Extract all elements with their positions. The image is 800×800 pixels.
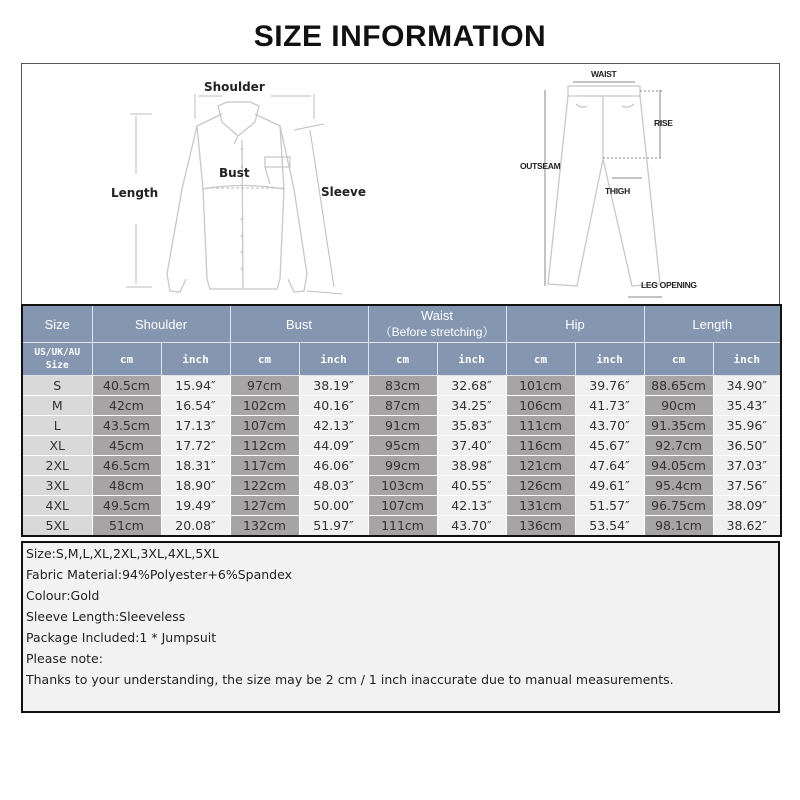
length-inch-cell: 36.50″ bbox=[713, 436, 781, 456]
bust-cm-cell: 97cm bbox=[230, 376, 299, 396]
length-inch-cell: 37.03″ bbox=[713, 456, 781, 476]
hip-cm-cell: 106cm bbox=[506, 396, 575, 416]
region-size-header bbox=[22, 343, 92, 376]
length-inch-cell: 38.62″ bbox=[713, 516, 781, 537]
region-size-label: Size bbox=[45, 360, 69, 371]
shoulder-cm-cell: 42cm bbox=[92, 396, 161, 416]
waist-label: WAIST bbox=[591, 69, 617, 79]
table-row bbox=[22, 516, 781, 537]
length-cm-cell: 88.65cm bbox=[644, 376, 713, 396]
waist-header bbox=[368, 305, 506, 343]
bust-inch-cell: 44.09″ bbox=[299, 436, 368, 456]
unit-inch-header: inch bbox=[713, 343, 781, 376]
bust-cm-cell: 122cm bbox=[230, 476, 299, 496]
unit-inch-header: inch bbox=[299, 343, 368, 376]
sleeve-label: Sleeve bbox=[321, 185, 366, 199]
hip-cm-cell: 101cm bbox=[506, 376, 575, 396]
waist-cm-cell: 111cm bbox=[368, 516, 437, 537]
shoulder-cm-cell: 49.5cm bbox=[92, 496, 161, 516]
shoulder-cm-cell: 40.5cm bbox=[92, 376, 161, 396]
length-inch-cell: 35.96″ bbox=[713, 416, 781, 436]
table-row bbox=[22, 396, 781, 416]
bust-cm-cell: 107cm bbox=[230, 416, 299, 436]
unit-inch-header: inch bbox=[161, 343, 230, 376]
shoulder-inch-cell: 17.13″ bbox=[161, 416, 230, 436]
note-please-note: Please note: bbox=[26, 651, 103, 666]
unit-header-row bbox=[22, 343, 781, 376]
region-label: US/UK/AU bbox=[34, 347, 81, 358]
waist-cm-cell: 95cm bbox=[368, 436, 437, 456]
waist-inch-cell: 38.98″ bbox=[437, 456, 506, 476]
shoulder-header: Shoulder bbox=[92, 305, 230, 343]
bust-inch-cell: 42.13″ bbox=[299, 416, 368, 436]
waist-inch-cell: 34.25″ bbox=[437, 396, 506, 416]
waist-inch-cell: 35.83″ bbox=[437, 416, 506, 436]
note-sleeve-length: Sleeve Length:Sleeveless bbox=[26, 609, 186, 624]
hip-inch-cell: 51.57″ bbox=[575, 496, 644, 516]
length-cm-cell: 95.4cm bbox=[644, 476, 713, 496]
unit-cm-header: cm bbox=[368, 343, 437, 376]
pants-outline-icon bbox=[400, 64, 778, 304]
size-cell: XL bbox=[22, 436, 92, 456]
waist-cm-cell: 107cm bbox=[368, 496, 437, 516]
table-row bbox=[22, 436, 781, 456]
unit-cm-header: cm bbox=[506, 343, 575, 376]
bust-header: Bust bbox=[230, 305, 368, 343]
waist-header-label: Waist bbox=[421, 308, 454, 323]
leg-opening-label: LEG OPENING bbox=[641, 280, 697, 290]
pants-diagram bbox=[400, 64, 778, 304]
size-cell: 5XL bbox=[22, 516, 92, 537]
waist-cm-cell: 91cm bbox=[368, 416, 437, 436]
hip-cm-cell: 111cm bbox=[506, 416, 575, 436]
bust-inch-cell: 46.06″ bbox=[299, 456, 368, 476]
length-cm-cell: 96.75cm bbox=[644, 496, 713, 516]
unit-cm-header: cm bbox=[92, 343, 161, 376]
shoulder-cm-cell: 43.5cm bbox=[92, 416, 161, 436]
unit-inch-header: inch bbox=[575, 343, 644, 376]
shoulder-inch-cell: 20.08″ bbox=[161, 516, 230, 537]
outseam-label: OUTSEAM bbox=[520, 161, 561, 171]
bust-label: Bust bbox=[219, 166, 250, 180]
note-accuracy-disclaimer: Thanks to your understanding, the size may be 2 cm / 1 inch inaccurate due to manual measurements. bbox=[26, 672, 674, 687]
bust-inch-cell: 40.16″ bbox=[299, 396, 368, 416]
bust-cm-cell: 112cm bbox=[230, 436, 299, 456]
hip-header: Hip bbox=[506, 305, 644, 343]
length-inch-cell: 37.56″ bbox=[713, 476, 781, 496]
hip-cm-cell: 116cm bbox=[506, 436, 575, 456]
unit-inch-header: inch bbox=[437, 343, 506, 376]
waist-header-note: （Before stretching） bbox=[379, 325, 495, 339]
bust-inch-cell: 48.03″ bbox=[299, 476, 368, 496]
table-row bbox=[22, 456, 781, 476]
shirt-diagram bbox=[22, 64, 400, 304]
size-header: Size bbox=[22, 305, 92, 343]
size-cell: 4XL bbox=[22, 496, 92, 516]
shoulder-label: Shoulder bbox=[204, 80, 265, 94]
length-cm-cell: 91.35cm bbox=[644, 416, 713, 436]
length-cm-cell: 90cm bbox=[644, 396, 713, 416]
waist-inch-cell: 32.68″ bbox=[437, 376, 506, 396]
length-cm-cell: 98.1cm bbox=[644, 516, 713, 537]
length-cm-cell: 94.05cm bbox=[644, 456, 713, 476]
size-cell: M bbox=[22, 396, 92, 416]
length-inch-cell: 35.43″ bbox=[713, 396, 781, 416]
note-colour: Colour:Gold bbox=[26, 588, 100, 603]
thigh-label: THIGH bbox=[605, 186, 630, 196]
shoulder-inch-cell: 19.49″ bbox=[161, 496, 230, 516]
hip-cm-cell: 136cm bbox=[506, 516, 575, 537]
hip-inch-cell: 49.61″ bbox=[575, 476, 644, 496]
length-inch-cell: 34.90″ bbox=[713, 376, 781, 396]
shoulder-cm-cell: 45cm bbox=[92, 436, 161, 456]
shirt-outline-icon bbox=[22, 64, 400, 304]
shoulder-cm-cell: 48cm bbox=[92, 476, 161, 496]
shoulder-cm-cell: 51cm bbox=[92, 516, 161, 537]
waist-cm-cell: 103cm bbox=[368, 476, 437, 496]
shoulder-inch-cell: 18.31″ bbox=[161, 456, 230, 476]
bust-cm-cell: 117cm bbox=[230, 456, 299, 476]
product-notes bbox=[21, 541, 780, 713]
hip-inch-cell: 39.76″ bbox=[575, 376, 644, 396]
group-header-row bbox=[22, 305, 781, 343]
length-header: Length bbox=[644, 305, 781, 343]
waist-inch-cell: 43.70″ bbox=[437, 516, 506, 537]
rise-label: RISE bbox=[654, 118, 673, 128]
size-cell: L bbox=[22, 416, 92, 436]
hip-inch-cell: 47.64″ bbox=[575, 456, 644, 476]
waist-cm-cell: 99cm bbox=[368, 456, 437, 476]
table-row bbox=[22, 416, 781, 436]
size-cell: S bbox=[22, 376, 92, 396]
unit-cm-header: cm bbox=[230, 343, 299, 376]
waist-cm-cell: 83cm bbox=[368, 376, 437, 396]
note-package: Package Included:1 * Jumpsuit bbox=[26, 630, 217, 645]
note-fabric: Fabric Material:94%Polyester+6%Spandex bbox=[26, 567, 292, 582]
hip-cm-cell: 131cm bbox=[506, 496, 575, 516]
hip-inch-cell: 43.70″ bbox=[575, 416, 644, 436]
page-title: SIZE INFORMATION bbox=[253, 20, 547, 53]
shoulder-cm-cell: 46.5cm bbox=[92, 456, 161, 476]
bust-cm-cell: 132cm bbox=[230, 516, 299, 537]
note-sizes: Size:S,M,L,XL,2XL,3XL,4XL,5XL bbox=[26, 546, 219, 561]
shoulder-inch-cell: 15.94″ bbox=[161, 376, 230, 396]
size-cell: 2XL bbox=[22, 456, 92, 476]
measurement-diagrams bbox=[21, 63, 780, 304]
waist-inch-cell: 42.13″ bbox=[437, 496, 506, 516]
waist-inch-cell: 37.40″ bbox=[437, 436, 506, 456]
bust-inch-cell: 50.00″ bbox=[299, 496, 368, 516]
bust-inch-cell: 51.97″ bbox=[299, 516, 368, 537]
size-chart-table bbox=[21, 304, 782, 537]
hip-cm-cell: 121cm bbox=[506, 456, 575, 476]
hip-inch-cell: 41.73″ bbox=[575, 396, 644, 416]
bust-cm-cell: 127cm bbox=[230, 496, 299, 516]
length-label: Length bbox=[111, 186, 159, 200]
table-row bbox=[22, 376, 781, 396]
table-row bbox=[22, 476, 781, 496]
length-inch-cell: 38.09″ bbox=[713, 496, 781, 516]
bust-cm-cell: 102cm bbox=[230, 396, 299, 416]
waist-inch-cell: 40.55″ bbox=[437, 476, 506, 496]
shoulder-inch-cell: 16.54″ bbox=[161, 396, 230, 416]
length-cm-cell: 92.7cm bbox=[644, 436, 713, 456]
table-row bbox=[22, 496, 781, 516]
hip-inch-cell: 53.54″ bbox=[575, 516, 644, 537]
hip-inch-cell: 45.67″ bbox=[575, 436, 644, 456]
unit-cm-header: cm bbox=[644, 343, 713, 376]
bust-inch-cell: 38.19″ bbox=[299, 376, 368, 396]
size-cell: 3XL bbox=[22, 476, 92, 496]
hip-cm-cell: 126cm bbox=[506, 476, 575, 496]
waist-cm-cell: 87cm bbox=[368, 396, 437, 416]
shoulder-inch-cell: 18.90″ bbox=[161, 476, 230, 496]
shoulder-inch-cell: 17.72″ bbox=[161, 436, 230, 456]
